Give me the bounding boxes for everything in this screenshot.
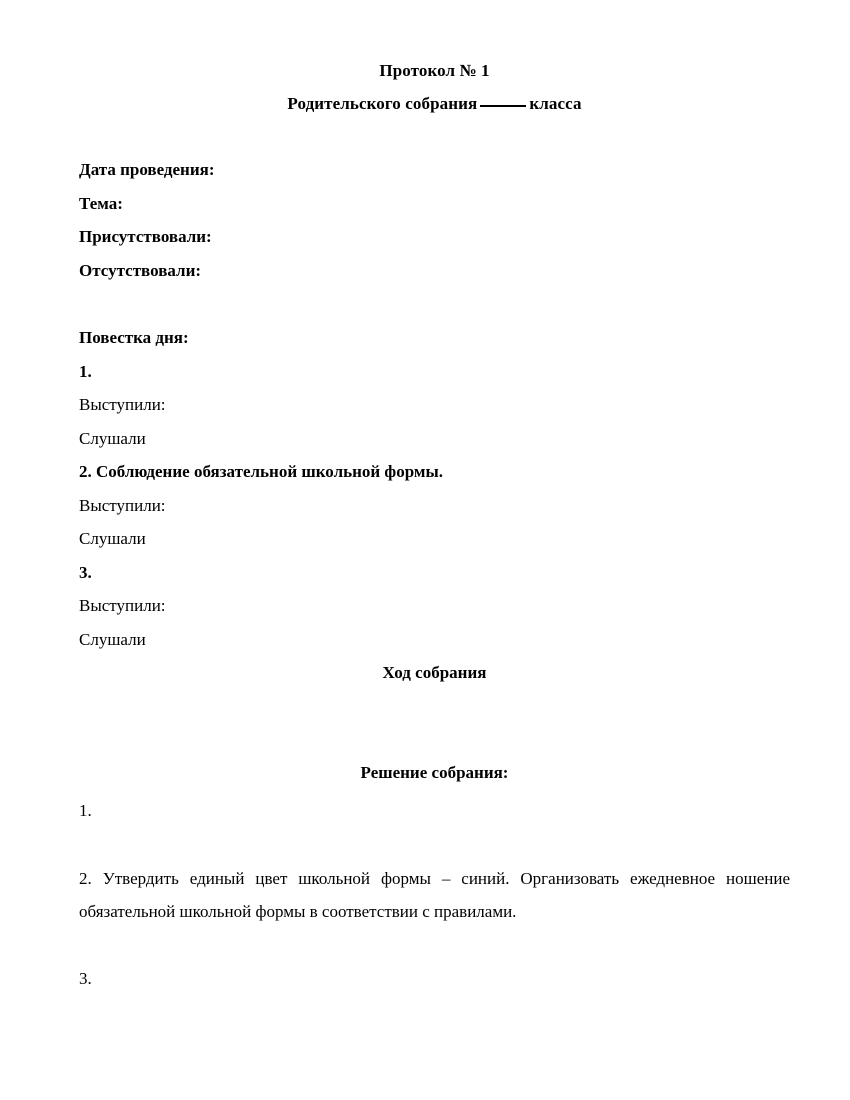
subtitle-text-after: класса (529, 94, 582, 113)
agenda-block (79, 321, 790, 656)
agenda-item-3-speakers-label: Выступили: (79, 596, 166, 615)
decision-item-2: 2. Утвердить единый цвет школьной формы – синий. Организовать ежедневное ношение обязательной школьной формы в соответствии с правилами. (79, 868, 790, 921)
subtitle-text-before: Родительского собрания (287, 94, 478, 113)
agenda-item-3-listeners-label: Слушали (79, 629, 146, 649)
agenda-item-2-speakers-label: Выступили: (79, 495, 166, 515)
decision-list (79, 794, 790, 995)
field-label-absent: Отсутствовали: (79, 260, 202, 280)
agenda-item-1-speakers-label: Выступили: (79, 395, 166, 414)
meeting-decision-heading: Решение собрания: (360, 762, 509, 782)
agenda-heading: Повестка дня: (79, 328, 189, 347)
title-block (79, 58, 790, 117)
agenda-item-2-listeners-label: Слушали (79, 529, 146, 548)
agenda-item-3 (79, 556, 790, 657)
agenda-item-1-number: 1. (79, 361, 92, 381)
page-title: Протокол № 1 (379, 61, 490, 80)
decision-item-1: 1. (79, 801, 92, 820)
decision-item-3: 3. (79, 968, 92, 988)
field-label-topic: Тема: (79, 193, 123, 213)
agenda-item-2-number: 2. Соблюдение обязательной школьной формы. (79, 462, 443, 481)
field-label-date: Дата проведения: (79, 160, 215, 179)
agenda-item-2 (79, 455, 790, 556)
document-content (79, 0, 790, 995)
document-subtitle (79, 91, 790, 117)
agenda-item-1 (79, 355, 790, 456)
class-number-blank[interactable] (480, 105, 526, 107)
meta-fields-block (79, 153, 790, 287)
meeting-progress-heading: Ход собрания (382, 663, 487, 682)
field-label-present: Присутствовали: (79, 227, 212, 246)
agenda-item-1-listeners-label: Слушали (79, 428, 146, 448)
agenda-item-3-number: 3. (79, 562, 92, 582)
